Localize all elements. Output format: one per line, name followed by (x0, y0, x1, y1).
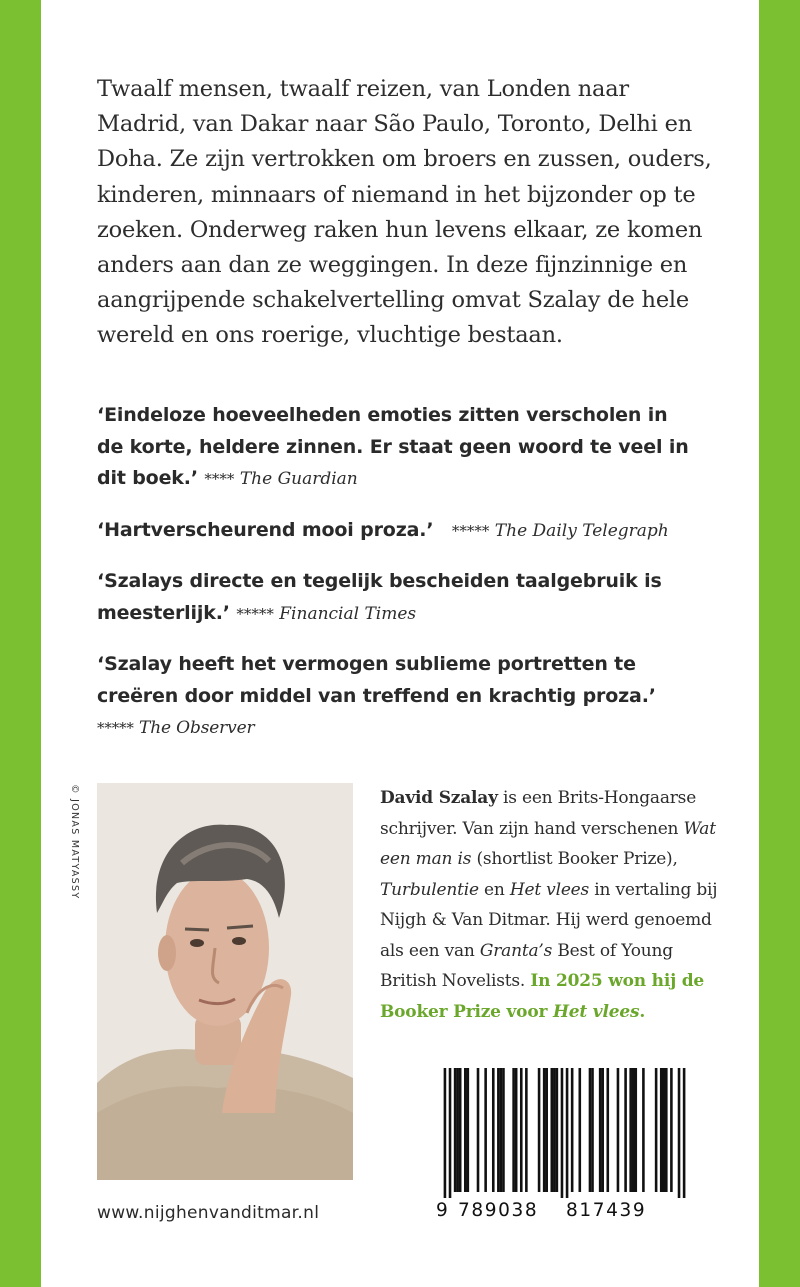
barcode-bar (678, 1068, 681, 1198)
blurb-line: Madrid, van Dakar naar São Paulo, Toronto, Delhi en (97, 111, 693, 138)
blurb-line: Twaalf mensen, twaalf reizen, van Londen naar (97, 76, 629, 102)
rating-stars: ***** (236, 604, 274, 623)
barcode-bar (629, 1068, 632, 1192)
bio-text: Best of Young British Novelists. (380, 940, 673, 991)
barcode-bar (545, 1068, 548, 1192)
highlight-text: In 2025 won hij de Booker Prize voor (380, 971, 705, 1022)
barcode-bar (683, 1068, 686, 1198)
barcode-bar (512, 1068, 515, 1192)
magazine-title: Granta’s (479, 940, 553, 961)
barcode-bar (556, 1068, 559, 1192)
barcode-bar (634, 1068, 637, 1192)
barcode-bar (551, 1068, 554, 1192)
bio-text: en (478, 879, 510, 900)
barcode-bar (520, 1068, 523, 1192)
barcode-bar (553, 1068, 556, 1192)
barcode-bar (484, 1068, 487, 1192)
barcode-bar (670, 1068, 673, 1192)
barcode-bar (464, 1068, 467, 1192)
blurb-line: Doha. Ze zijn vertrokken om broers en zussen, ouders, (97, 146, 712, 173)
barcode-bar (642, 1068, 645, 1192)
quote-source: Financial Times (279, 603, 417, 624)
review-quote-financial-times (97, 566, 717, 630)
author-photo (97, 783, 353, 1180)
rating-stars: ***** (451, 522, 490, 540)
isbn-lead-digit: 9 (436, 1200, 449, 1221)
barcode-bar (561, 1068, 564, 1198)
review-quote-telegraph (97, 515, 717, 548)
barcode-bar (624, 1068, 627, 1192)
barcode-bar (606, 1068, 609, 1192)
review-quote-guardian (97, 400, 717, 496)
barcode-bar (459, 1068, 462, 1192)
barcode-bar (502, 1068, 505, 1192)
blurb-line: zoeken. Onderweg raken hun levens elkaar, ze komen (97, 216, 703, 243)
rating-stars: ***** (97, 719, 134, 737)
quote-line: ‘Szalay heeft het vermogen sublieme portretten te (97, 653, 636, 675)
barcode-bar (571, 1068, 574, 1192)
book-title: Het vlees (552, 1001, 640, 1022)
isbn-number (436, 1200, 693, 1221)
publisher-url[interactable]: www.nijghenvanditmar.nl (97, 1203, 320, 1223)
barcode-bar (454, 1068, 457, 1192)
barcode-bar (599, 1068, 602, 1192)
barcode-bar (477, 1068, 480, 1192)
barcode-bar (500, 1068, 503, 1192)
photo-credit (64, 784, 86, 929)
book-title: Turbulentie (380, 879, 479, 900)
isbn-barcode (436, 1068, 693, 1198)
barcode-bar (655, 1068, 658, 1192)
barcode-bar (497, 1068, 500, 1192)
rating-stars: **** (204, 470, 235, 488)
barcode-bar (444, 1068, 447, 1198)
blurb-line: wereld en ons roerige, vluchtige bestaan. (97, 322, 563, 349)
book-title: Het vlees (509, 879, 590, 900)
quote-source: The Guardian (239, 469, 358, 489)
author-name: David Szalay (380, 788, 498, 808)
barcode-bar (660, 1068, 663, 1192)
quote-line: ‘Szalays directe en tegelijk bescheiden taalgebruik is (97, 570, 662, 592)
quote-line: ‘Eindeloze hoeveelheden emoties zitten verscholen in (97, 404, 668, 426)
blurb-line: kinderen, minnaars of niemand in het bijzonder op te (97, 181, 696, 208)
author-bio (380, 783, 725, 1027)
isbn-left-group: 789038 (458, 1200, 539, 1221)
quote-line: ‘Hartverscheurend mooi proza.’ (97, 519, 434, 541)
book-title: Wat een man is (380, 818, 716, 869)
bio-text: (shortlist Booker Prize), (471, 849, 678, 869)
blurb-paragraph (97, 72, 717, 354)
bio-text: in vertaling bij Nijgh & Van Ditmar. Hij werd genoemd als een van (380, 879, 718, 961)
barcode-bar (665, 1068, 668, 1192)
barcode-bar (617, 1068, 620, 1192)
barcode-bar (579, 1068, 582, 1192)
photo-credit-text: © JONAS MATYASSY (69, 784, 80, 900)
barcode-bar (589, 1068, 592, 1192)
barcode-bar (662, 1068, 665, 1192)
barcode-bar (538, 1068, 541, 1192)
highlight-text: . (639, 1001, 646, 1022)
quote-line: dit boek.’ (97, 467, 198, 489)
barcode-bar (449, 1068, 452, 1198)
quote-source: The Daily Telegraph (494, 521, 669, 541)
barcode-bar (543, 1068, 546, 1192)
barcode-bar (456, 1068, 459, 1192)
quote-line: de korte, heldere zinnen. Er staat geen woord te veel in (97, 435, 689, 458)
blurb-line: aangrijpende schakelvertelling omvat Szalay de hele (97, 287, 690, 314)
review-quote-observer (97, 649, 717, 745)
barcode-bar (632, 1068, 635, 1192)
barcode-bar (515, 1068, 518, 1192)
quote-source: The Observer (139, 718, 255, 738)
quote-line: meesterlijk.’ (97, 601, 230, 624)
green-side-band-right (759, 0, 800, 1287)
green-side-band-left (0, 0, 41, 1287)
bio-text: is een Brits-Hongaarse schrijver. Van zijn hand verschenen (380, 788, 697, 839)
blurb-line: anders aan dan ze weggingen. In deze fijnzinnige en (97, 252, 688, 279)
quote-line: creëren door middel van treffend en krachtig proza.’ (97, 684, 656, 707)
isbn-right-group: 817439 (566, 1200, 647, 1221)
barcode-bar (525, 1068, 528, 1192)
barcode-bar (601, 1068, 604, 1192)
barcode-bar (467, 1068, 470, 1192)
barcode-bar (566, 1068, 569, 1198)
barcode-bar (591, 1068, 594, 1192)
barcode-bar (492, 1068, 495, 1192)
